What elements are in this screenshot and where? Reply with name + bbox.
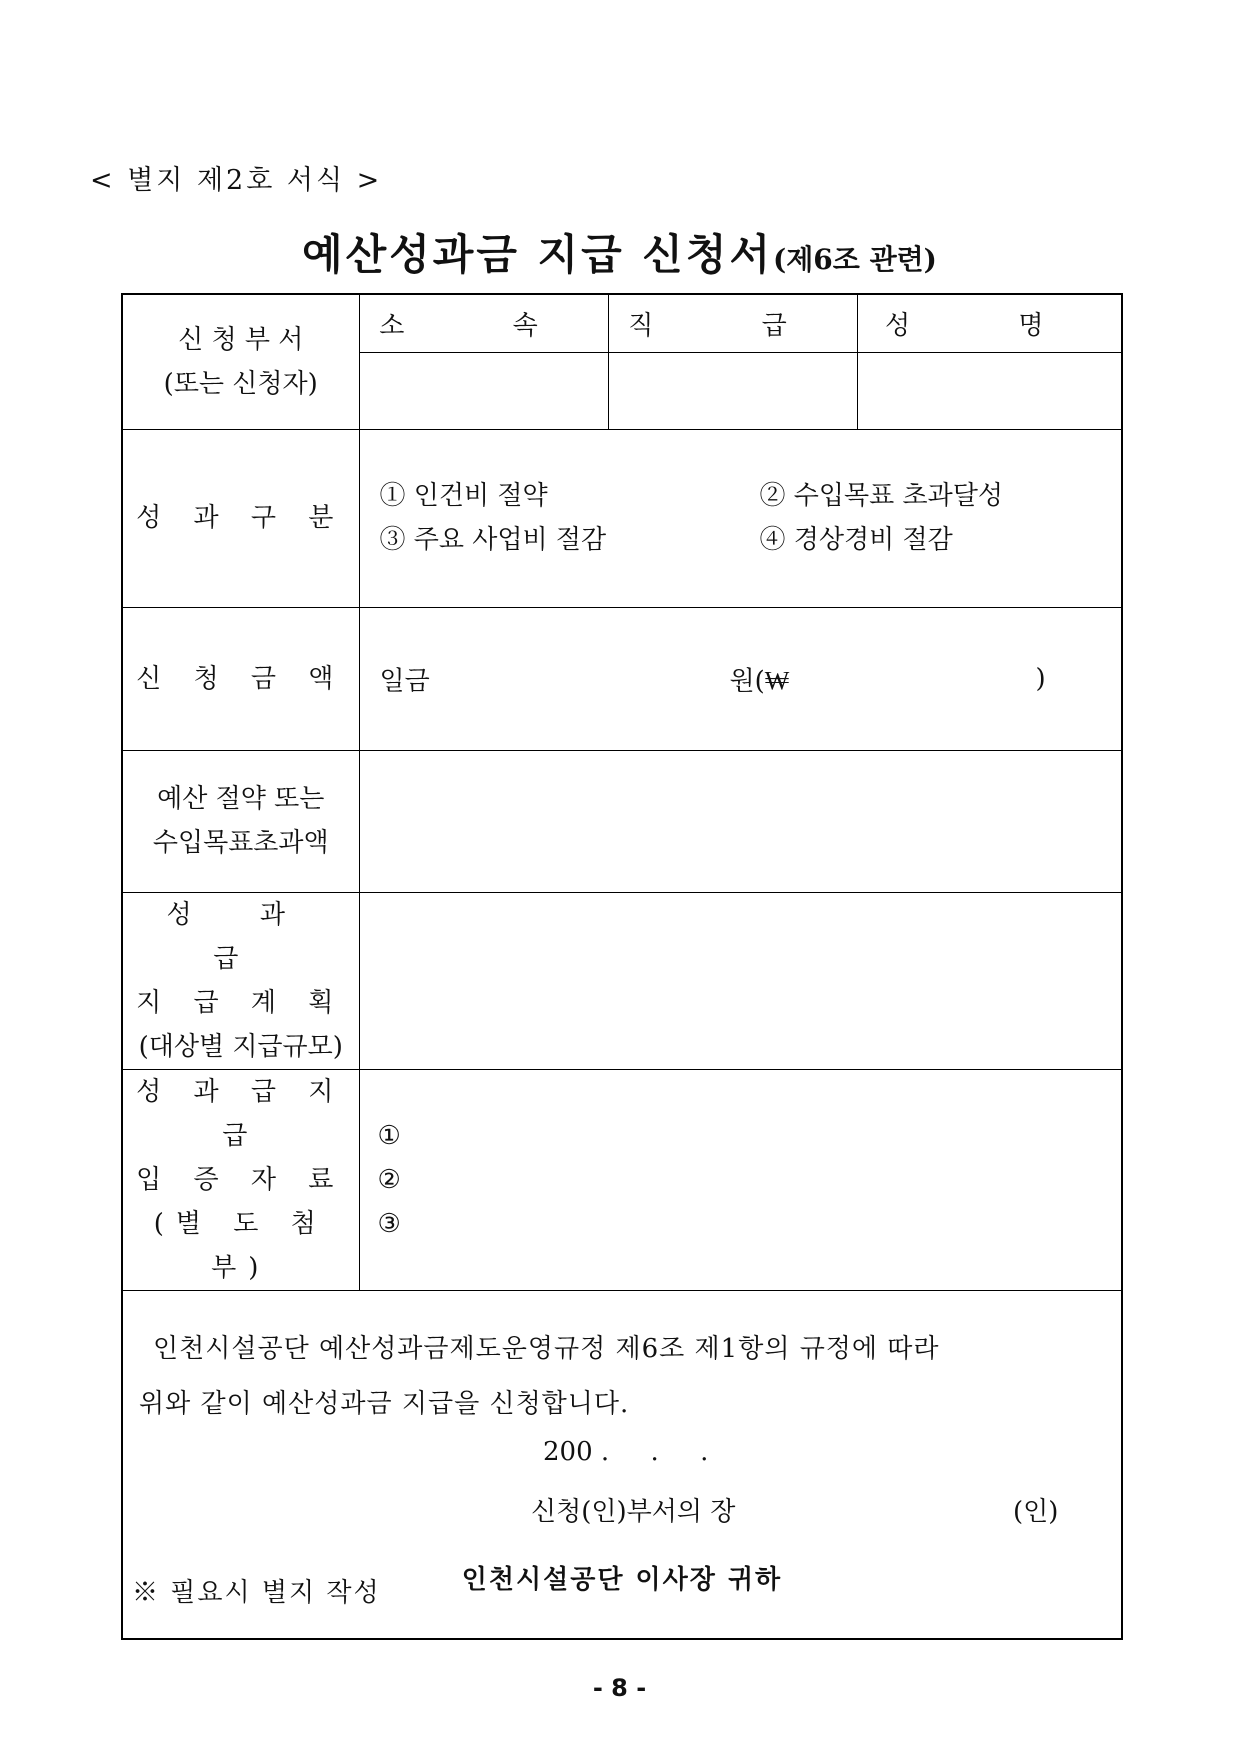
declaration-date[interactable]: 200 . . .: [543, 1436, 709, 1467]
declaration-line2: 위와 같이 예산성과금 지급을 신청합니다.: [139, 1388, 630, 1419]
amount-prefix: 일금: [379, 666, 430, 696]
evidence-label-line1: 성 과 급 지 급: [136, 1076, 346, 1151]
saving-field[interactable]: [359, 750, 1122, 892]
applicant-dept-label-line1: 신 청 부 서: [178, 324, 304, 355]
evidence-label-line2: 입 증 자 료: [136, 1164, 346, 1195]
evidence-list: [359, 1069, 1122, 1290]
footnote: ※ 필요시 별지 작성: [132, 1578, 381, 1608]
plan-label-line1: 성 과 급: [166, 899, 315, 974]
amount-won: 원(₩: [729, 666, 790, 696]
evidence-item-1[interactable]: ①: [377, 1120, 401, 1151]
declaration-seal[interactable]: (인): [1013, 1496, 1059, 1527]
amount-label: 신 청 금 액: [122, 607, 359, 750]
page-number: - 8 -: [592, 1674, 647, 1702]
plan-label: [122, 892, 359, 1069]
evidence-label: [122, 1069, 359, 1290]
category-option-2[interactable]: ② 수입목표 초과달성: [759, 481, 1003, 511]
applicant-dept-label-line2: (또는 신청자): [163, 368, 318, 399]
saving-label-line1: 예산 절약 또는: [157, 784, 325, 814]
plan-field[interactable]: [359, 892, 1122, 1069]
category-label: 성 과 구 분: [122, 429, 359, 607]
category-options: [359, 429, 1122, 607]
title-sub: (제6조 관련): [773, 243, 937, 276]
affiliation-header: 소 속: [359, 294, 608, 352]
saving-label-line2: 수입목표초과액: [152, 828, 329, 858]
category-option-4[interactable]: ④ 경상경비 절감: [759, 525, 953, 555]
declaration-recipient: 인천시설공단 이사장 귀하: [461, 1564, 783, 1595]
evidence-item-3[interactable]: ③: [377, 1208, 401, 1239]
declaration-line1: 인천시설공단 예산성과금제도운영규정 제6조 제1항의 규정에 따라: [153, 1333, 940, 1364]
rank-field[interactable]: [608, 352, 857, 429]
amount-field[interactable]: [359, 607, 1122, 750]
form-label: < 별지 제2호 서식 >: [90, 165, 383, 196]
application-form-table: [121, 293, 1123, 1640]
saving-label: [122, 750, 359, 892]
plan-label-line2: 지 급 계 획: [136, 987, 346, 1018]
evidence-item-2[interactable]: ②: [377, 1164, 401, 1195]
plan-label-line3: (대상별 지급규모): [138, 1031, 343, 1062]
name-field[interactable]: [857, 352, 1122, 429]
page-title: [0, 222, 1239, 282]
declaration-applicant: 신청(인)부서의 장: [531, 1496, 736, 1527]
title-main: 예산성과금 지급 신청서: [302, 230, 774, 279]
category-option-3[interactable]: ③ 주요 사업비 절감: [379, 525, 607, 555]
rank-header: 직 급: [608, 294, 857, 352]
affiliation-field[interactable]: [359, 352, 608, 429]
name-header: 성 명: [857, 294, 1122, 352]
amount-close: ): [1035, 663, 1046, 694]
applicant-dept-label: [122, 294, 359, 429]
category-option-1[interactable]: ① 인건비 절약: [379, 481, 548, 511]
evidence-label-line3: (별 도 첨 부): [153, 1208, 328, 1283]
